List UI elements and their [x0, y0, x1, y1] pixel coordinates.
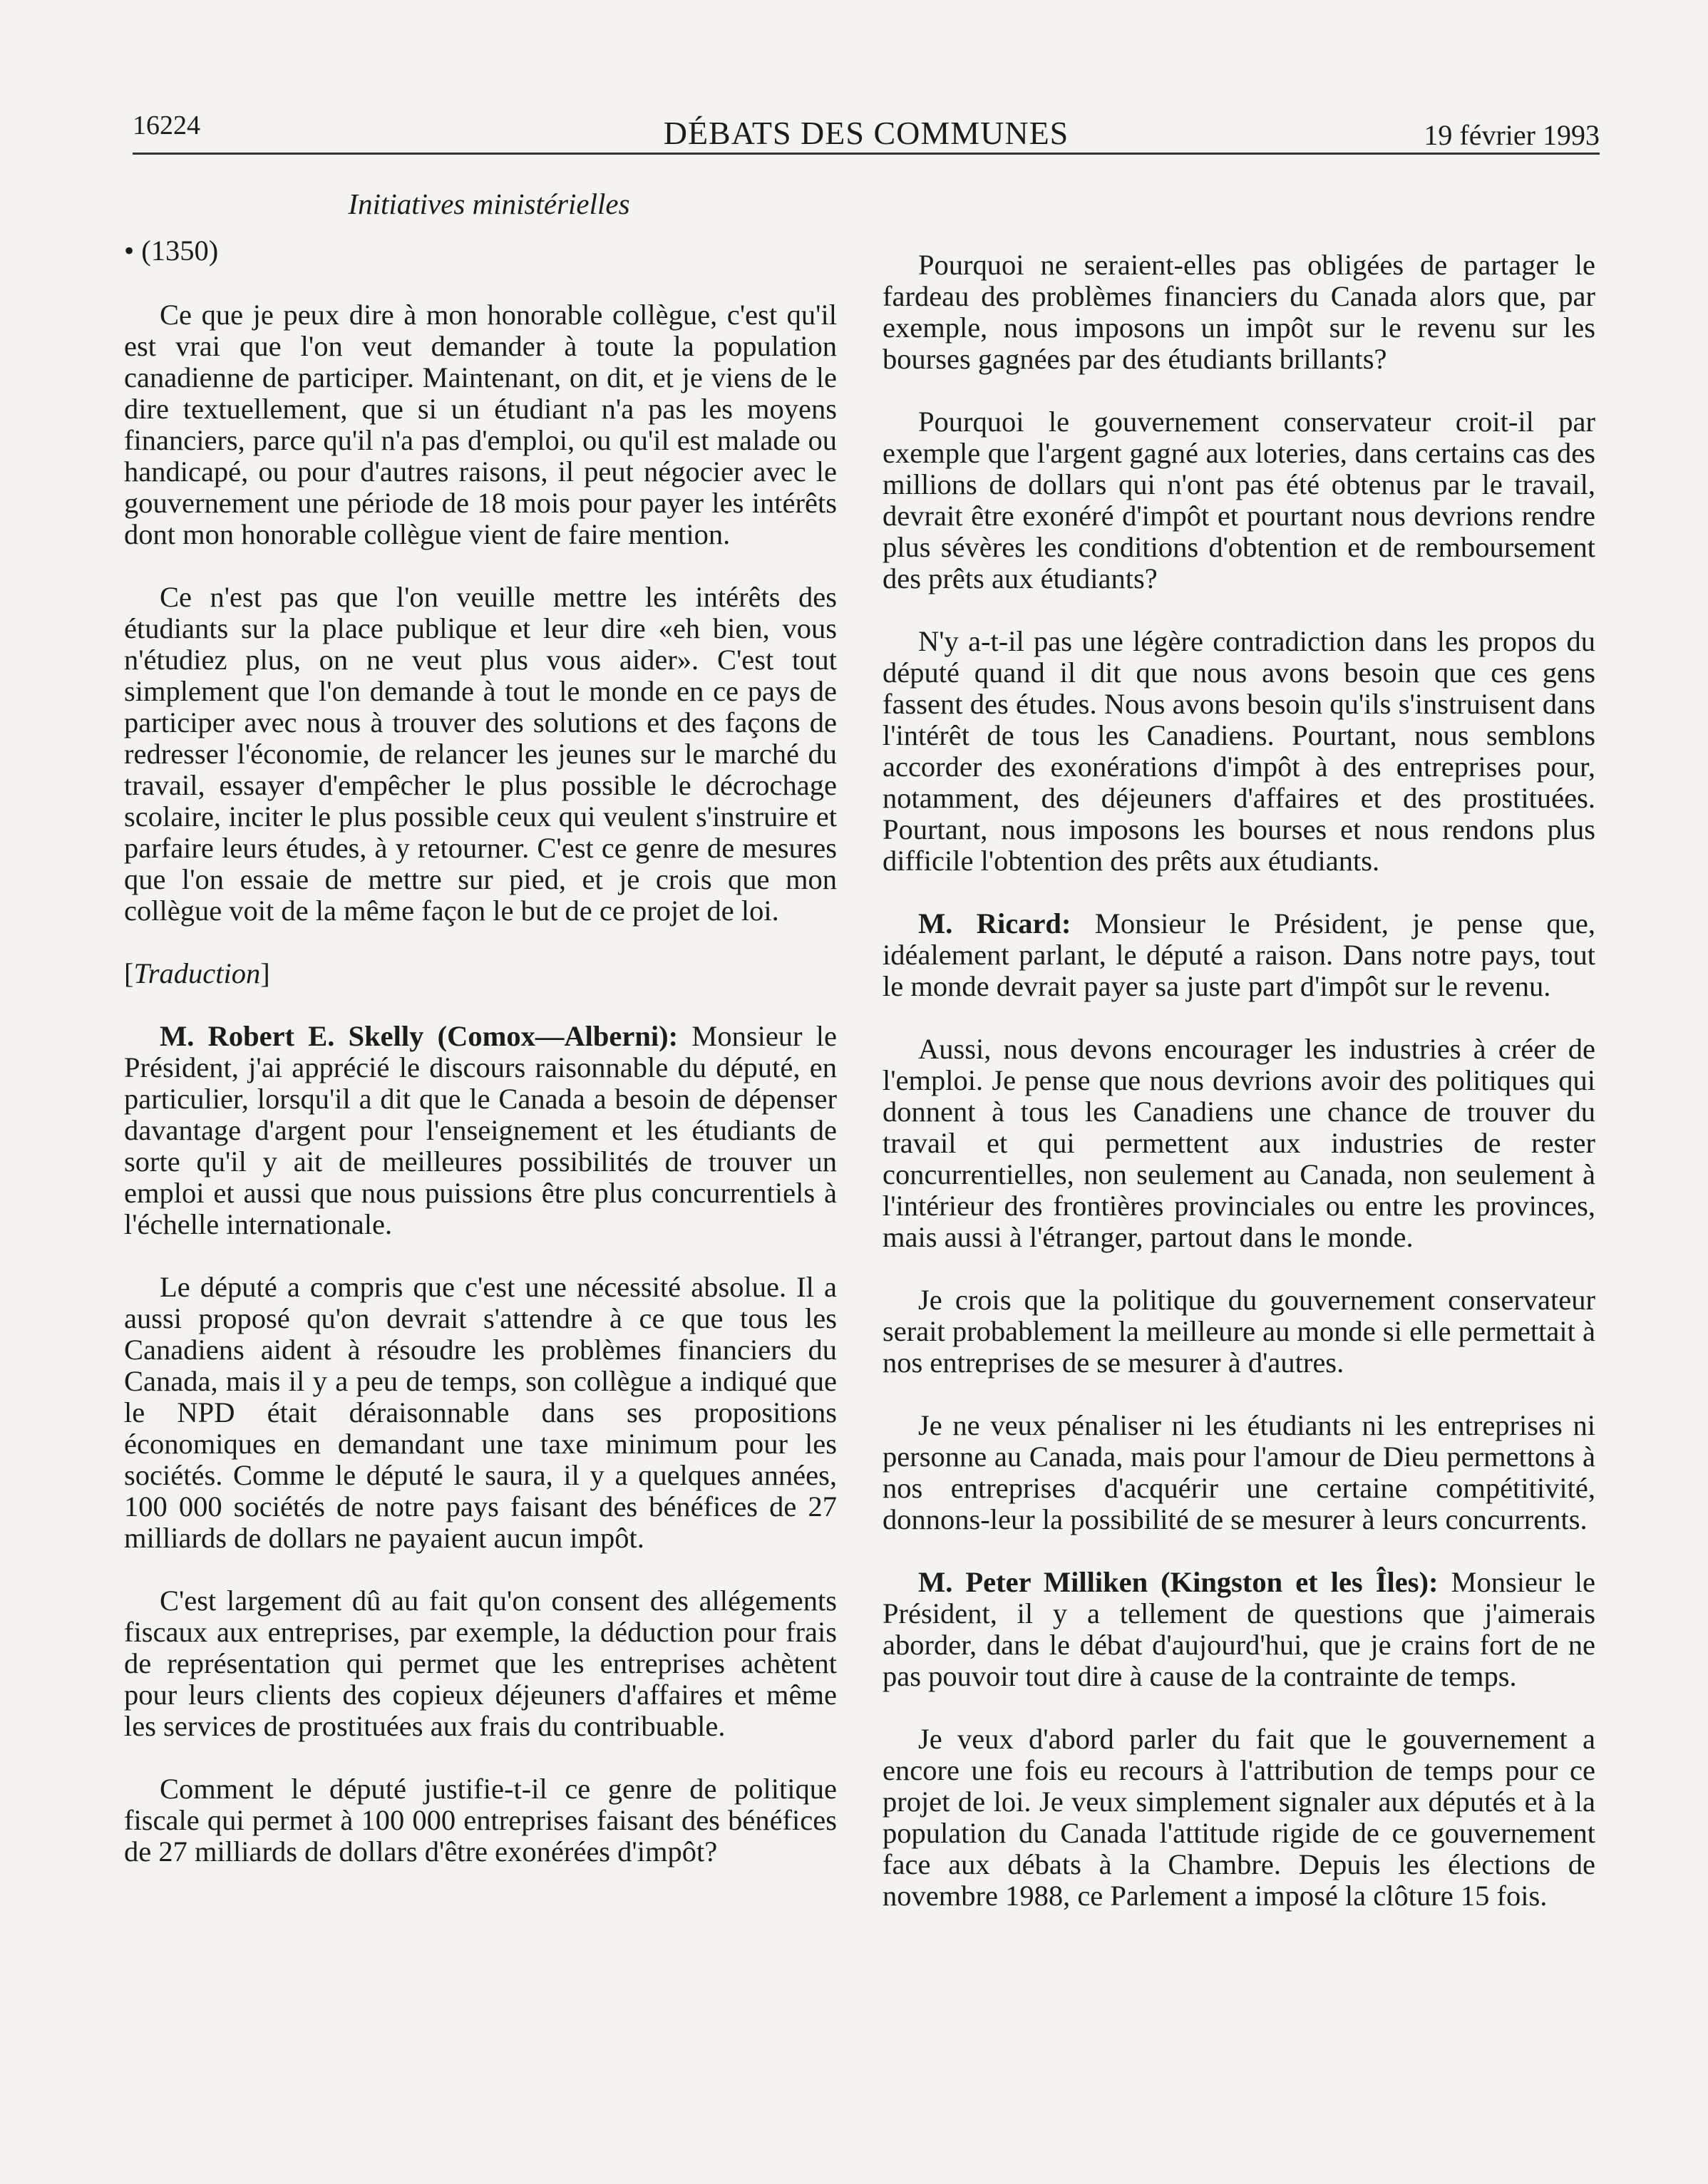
page-header [133, 107, 1600, 151]
paragraph: Ce que je peux dire à mon honorable collègue, c'est qu'il est vrai que l'on veut demander à toute la population canadienne de participer. Maintenant, on dit, et je viens de le dire textuellement, que si un étudiant n'a pas les moyens financiers, parce qu'il n'a pas d'emploi, ou qu'il est malade ou handicapé, ou pour d'autres raisons, il peut négocier avec le gouvernement une période de 18 mois pour payer les intérêts dont mon honorable collègue vient de faire mention. [124, 299, 837, 550]
page-number: 16224 [133, 110, 200, 140]
paragraph [883, 908, 1595, 1002]
paragraph: Pourquoi le gouvernement conservateur croit-il par exemple que l'argent gagné aux loteries, dans certains cas des millions de dollars qui n'ont pas été obtenus par le travail, devrait être exonéré d'impôt et pourtant nous devrions rendre plus sévères les conditions d'obtention et de remboursement des prêts aux étudiants? [883, 406, 1595, 594]
paragraph: C'est largement dû au fait qu'on consent des allégements fiscaux aux entreprises, par exemple, la déduction pour frais de représentation qui permet que les entreprises achètent pour leurs clients des copieux déjeuners d'affaires et même les services de prostituées aux frais du contribuable. [124, 1585, 837, 1742]
publication-title: DÉBATS DES COMMUNES [663, 115, 1069, 151]
paragraph: Je ne veux pénaliser ni les étudiants ni les entreprises ni personne au Canada, mais pour l'amour de Dieu permettons à nos entreprises d'acquérir une certaine compétitivité, donnons-leur la possibilité de se mesurer à leurs concurrents. [883, 1409, 1595, 1535]
speaker-name: M. Robert E. Skelly (Comox—Alberni): [160, 1020, 679, 1052]
right-column [883, 249, 1595, 1943]
paragraph: Le député a compris que c'est une nécessité absolue. Il a aussi proposé qu'on devrait s'attendre à ce que tous les Canadiens aident à résoudre les problèmes financiers du Canada, mais il y a peu de temps, son collègue a indiqué que le NPD était déraisonnable dans ses propositions économiques en demandant une taxe minimum pour les sociétés. Comme le député le saura, il y a quelques années, 100 000 sociétés de notre pays faisant des bénéfices de 27 milliards de dollars ne payaient aucun impôt. [124, 1271, 837, 1554]
paragraph: Pourquoi ne seraient-elles pas obligées de partager le fardeau des problèmes financiers du Canada alors que, par exemple, nous imposons un impôt sur le revenu sur les bourses gagnées par des étudiants brillants? [883, 249, 1595, 375]
header-rule [133, 153, 1600, 155]
bracket-open: [ [124, 957, 134, 989]
paragraph: N'y a-t-il pas une légère contradiction dans les propos du député quand il dit que nous avons besoin que ces gens fassent des études. Nous avons besoin qu'ils s'instruisent dans l'intérêt de tous les Canadiens. Pourtant, nous semblons accorder des exonérations d'impôt à des entreprises pour, notamment, des déjeuners d'affaires et des prostituées. Pourtant, nous imposons les bourses et nous rendons plus difficile l'obtention des prêts aux étudiants. [883, 625, 1595, 877]
bracket-close: ] [260, 957, 270, 989]
translation-label: Traduction [133, 957, 261, 989]
speech-text: Monsieur le Président, j'ai apprécié le discours raisonnable du député, en particulier, lorsqu'il a dit que le Canada a besoin de dépenser davantage d'argent pour l'enseignement et les étudiants de sorte qu'il y ait de meilleures possibilités de trouver un emploi et aussi que nous puissions être plus concurrentiels à l'échelle internationale. [124, 1020, 837, 1240]
section-heading: Initiatives ministérielles [348, 187, 630, 220]
speaker-name: M. Ricard: [918, 907, 1071, 939]
publication-date: 19 février 1993 [1424, 119, 1600, 151]
left-column [124, 235, 837, 1899]
paragraph: Aussi, nous devons encourager les industries à créer de l'emploi. Je pense que nous devrions avoir des politiques qui donnent à tous les Canadiens une chance de trouver du travail et qui permettent aux industries de rester concurrentielles, non seulement au Canada, non seulement à l'intérieur des frontières provinciales ou entre les provinces, mais aussi à l'étranger, partout dans le monde. [883, 1033, 1595, 1253]
paragraph: Ce n'est pas que l'on veuille mettre les intérêts des étudiants sur la place publique et leur dire «eh bien, vous n'étudiez plus, on ne veut plus vous aider». C'est tout simplement que l'on demande à tout le monde en ce pays de participer avec nous à trouver des solutions et des façons de redresser l'économie, de relancer les jeunes sur le marché du travail, essayer d'empêcher le plus possible le décrochage scolaire, inciter le plus possible ceux qui veulent s'instruire et parfaire leurs études, à y retourner. C'est ce genre de mesures que l'on essaie de mettre sur pied, et je crois que mon collègue voit de la même façon le but de ce projet de loi. [124, 581, 837, 927]
speech-text: Monsieur le Président, il y a tellement de questions que j'aimerais aborder, dans le débat d'aujourd'hui, que je crains fort de ne pas pouvoir tout dire à cause de la contrainte de temps. [883, 1566, 1596, 1692]
paragraph: Je veux d'abord parler du fait que le gouvernement a encore une fois eu recours à l'attribution de temps pour ce projet de loi. Je veux simplement signaler aux députés et à la population du Canada l'attitude rigide de ce gouvernement face aux débats à la Chambre. Depuis les élections de novembre 1988, ce Parlement a imposé la clôture 15 fois. [883, 1723, 1595, 1912]
paragraph: Je crois que la politique du gouvernement conservateur serait probablement la meilleure au monde si elle permettait à nos entreprises de se mesurer à d'autres. [883, 1284, 1595, 1379]
paragraph: Comment le député justifie-t-il ce genre de politique fiscale qui permet à 100 000 entreprises faisant des bénéfices de 27 milliards de dollars d'être exonérées d'impôt? [124, 1773, 837, 1868]
time-marker: • (1350) [124, 235, 219, 267]
speech-text: Monsieur le Président, je pense que, idéalement parlant, le député a raison. Dans notre pays, tout le monde devrait payer sa juste part d'impôt sur le revenu. [883, 907, 1595, 1002]
translation-note [124, 958, 837, 989]
speaker-name: M. Peter Milliken (Kingston et les Îles): [918, 1566, 1439, 1598]
paragraph [883, 1567, 1595, 1692]
paragraph [124, 1021, 837, 1240]
